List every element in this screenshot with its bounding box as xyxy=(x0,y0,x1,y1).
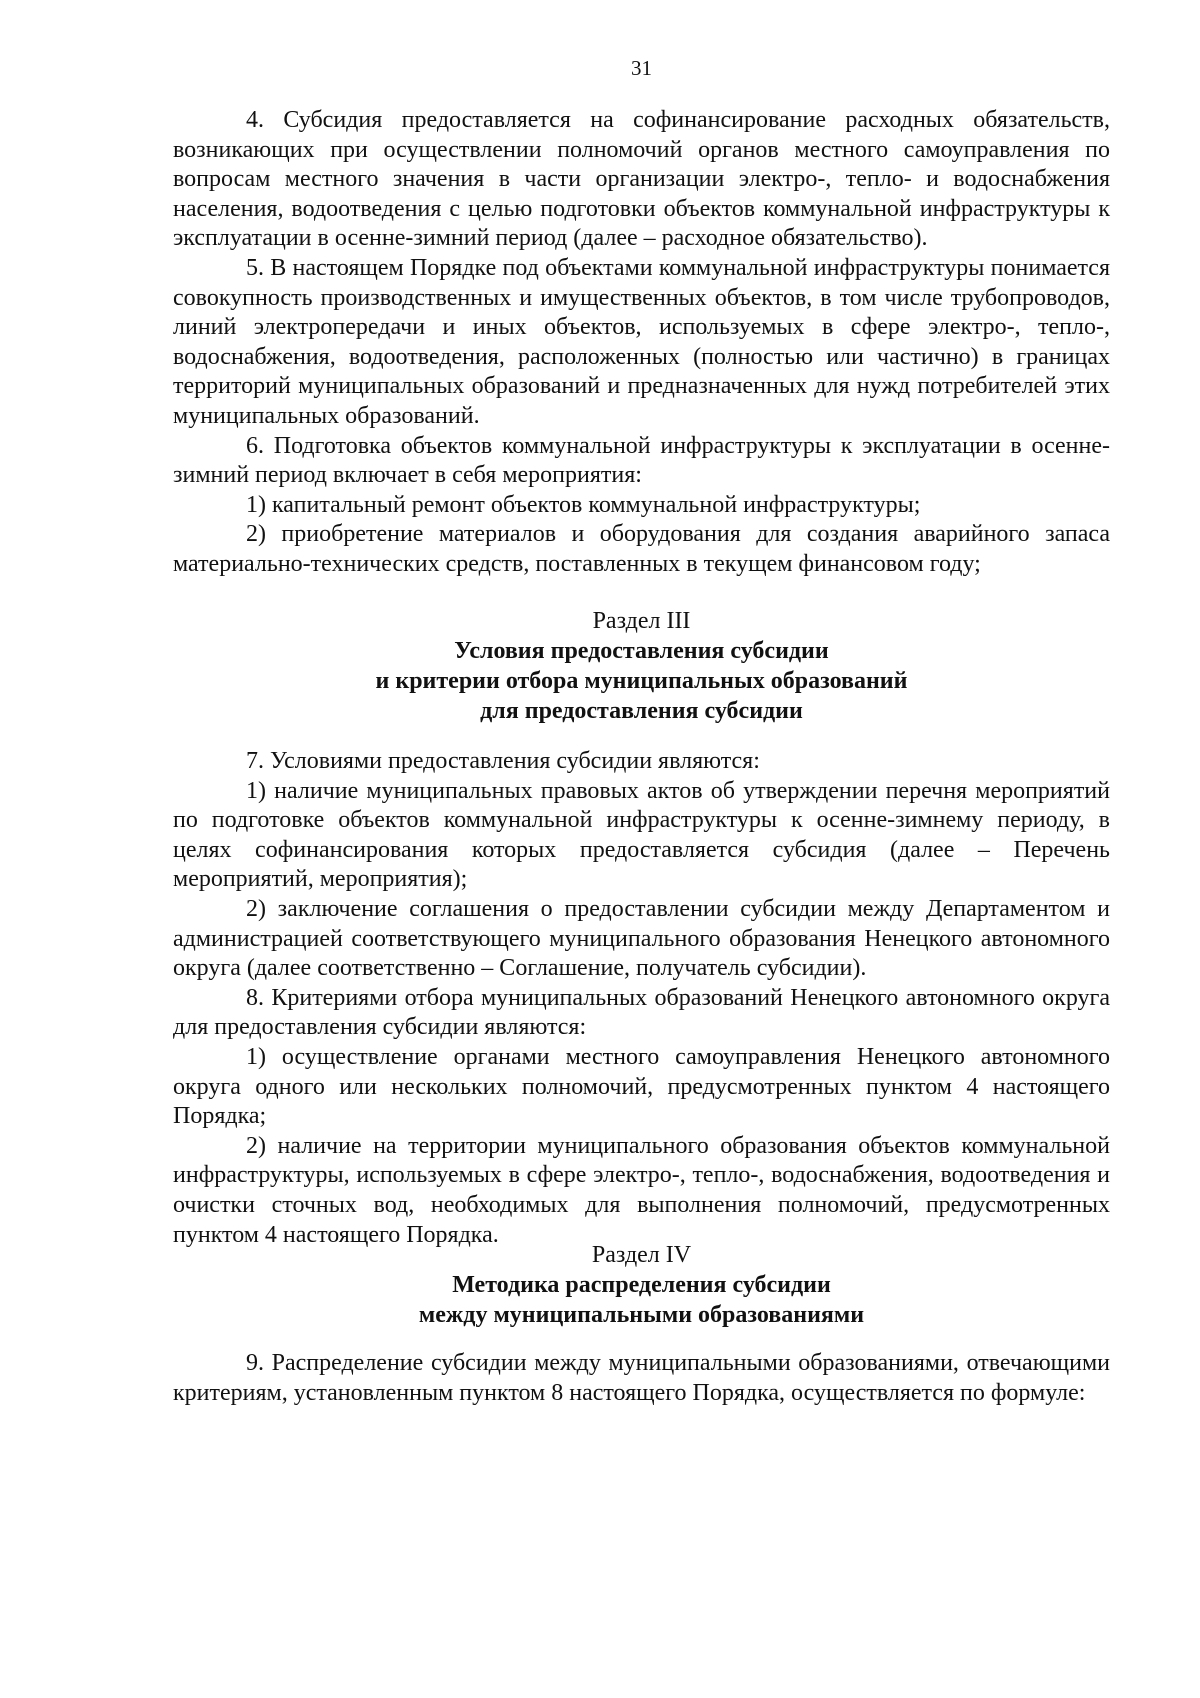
text-block-section-4 xyxy=(173,1349,1110,1408)
section-3-heading xyxy=(173,606,1110,726)
section-3-title-line-3: для предоставления субсидии xyxy=(480,698,803,724)
section-3-title-line-1: Условия предоставления субсидии xyxy=(454,638,829,664)
section-4-label: Раздел IV xyxy=(591,1242,692,1268)
paragraph-8: 8. Критериями отбора муниципальных образований Ненецкого автономного округа для предоставления субсидии являются: xyxy=(173,984,1110,1041)
paragraph-4: 4. Субсидия предоставляется на софинансирование расходных обязательств, возникающих при осуществлении полномочий органов местного самоуправления по вопросам местного значения в части организации электро-, тепло- и водоснабжения населения, водоотведения с целью подготовки объектов коммунальной инфраструктуры к эксплуатации в осенне-зимний период (далее – расходное обязательство). xyxy=(173,107,1110,252)
section-3-label: Раздел III xyxy=(592,608,691,634)
paragraph-7: 7. Условиями предоставления субсидии являются: xyxy=(246,748,760,774)
page-number: 31 xyxy=(631,56,652,80)
section-3-title-line-2: и критерии отбора муниципальных образований xyxy=(375,668,908,694)
paragraph-6-item-1: 1) капитальный ремонт объектов коммунальной инфраструктуры; xyxy=(246,491,921,518)
paragraph-8-item-1: 1) осуществление органами местного самоуправления Ненецкого автономного округа одного или нескольких полномочий, предусмотренных пунктом 4 настоящего Порядка; xyxy=(173,1043,1110,1130)
text-block-section-2-end xyxy=(173,106,1110,580)
paragraph-5: 5. В настоящем Порядке под объектами коммунальной инфраструктуры понимается совокупность производственных и имущественных объектов, в том числе трубопроводов, линий электропередачи и иных объектов, используемых в сфере электро-, тепло-, водоснабжения, водоотведения, расположенных (полностью или частично) в границах территорий муниципальных образований и предназначенных для нужд потребителей этих муниципальных образований. xyxy=(173,254,1110,429)
section-4-heading xyxy=(173,1240,1110,1330)
section-4-title-line-2: между муниципальными образованиями xyxy=(418,1302,865,1328)
paragraph-7-item-1: 1) наличие муниципальных правовых актов об утверждении перечня мероприятий по подготовке объектов коммунальной инфраструктуры к осенне-зимнему периоду, в целях софинансирования которых предоставляется субсидия (далее – Перечень мероприятий, мероприятия); xyxy=(173,777,1110,893)
paragraph-6: 6. Подготовка объектов коммунальной инфраструктуры к эксплуатации в осенне-зимний период включает в себя мероприятия: xyxy=(173,432,1110,489)
paragraph-9: 9. Распределение субсидии между муниципальными образованиями, отвечающими критериям, установленным пунктом 8 настоящего Порядка, осуществляется по формуле: xyxy=(173,1350,1110,1406)
paragraph-6-item-2: 2) приобретение материалов и оборудования для создания аварийного запаса материально-технических средств, поставленных в текущем финансовом году; xyxy=(173,521,1110,577)
paragraph-8-item-2: 2) наличие на территории муниципального образования объектов коммунальной инфраструктуры, используемых в сфере электро-, тепло-, водоснабжения, водоотведения и очистки сточных вод, необходимых для выполнения полномочий, предусмотренных пунктом 4 настоящего Порядка. xyxy=(173,1132,1110,1248)
paragraph-7-item-2: 2) заключение соглашения о предоставлении субсидии между Департаментом и администрацией соответствующего муниципального образования Ненецкого автономного округа (далее соответственно – Соглашение, получатель субсидии). xyxy=(173,895,1110,982)
section-4-title-line-1: Методика распределения субсидии xyxy=(452,1272,831,1298)
text-block-section-3 xyxy=(173,747,1110,1250)
